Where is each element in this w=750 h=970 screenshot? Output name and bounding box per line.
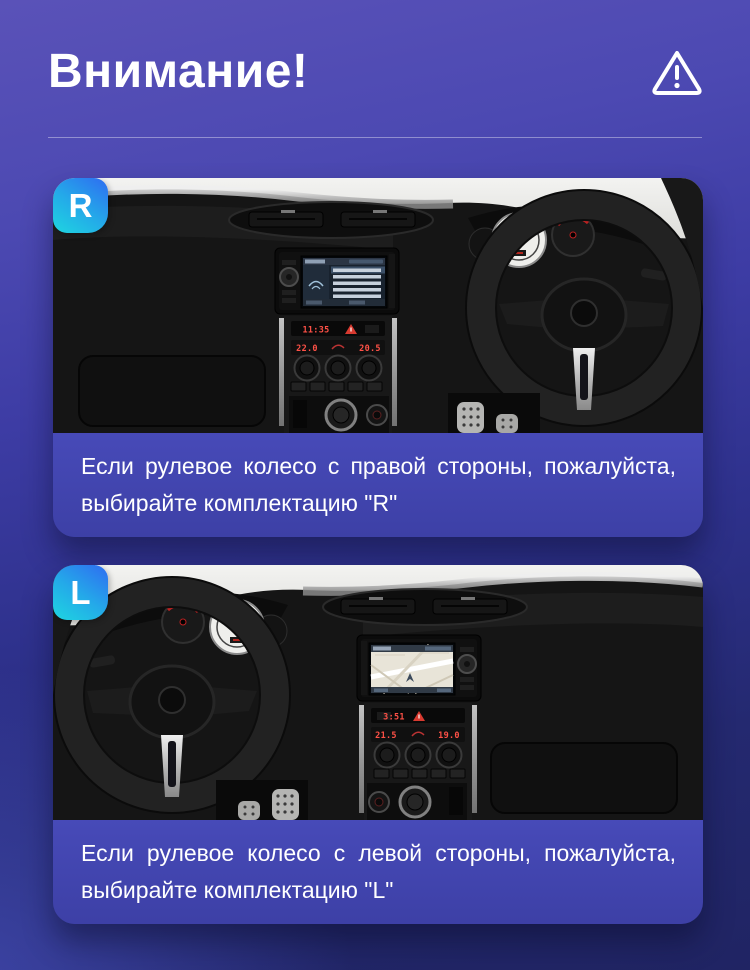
temp-right-display-r: 20.5: [359, 344, 381, 354]
temp-left-display-r: 22.0: [296, 344, 318, 354]
badge-r: R: [53, 178, 108, 233]
temp-right-display-l: 19.0: [438, 731, 460, 741]
audio-menu-screen: [303, 258, 385, 306]
caption-r: Если рулевое колесо с правой стороны, пожалуйста, выбирайте комплектацию "R": [53, 433, 703, 537]
dashboard-illustration-r: [53, 178, 703, 433]
temp-left-display-l: 21.5: [375, 731, 397, 741]
config-card-r: [53, 178, 703, 537]
photo-left-hand-drive: [53, 565, 703, 820]
header-divider: [48, 137, 702, 138]
clock-display-r: 11:35: [302, 325, 330, 336]
header: [0, 0, 750, 98]
page-title: Внимание!: [48, 45, 309, 98]
config-card-l: [53, 565, 703, 924]
warning-triangle-icon: [650, 47, 704, 97]
navigation-map-screen: [371, 645, 453, 693]
caption-l: Если рулевое колесо с левой стороны, пожалуйста, выбирайте комплектацию "L": [53, 820, 703, 924]
badge-l: L: [53, 565, 108, 620]
photo-right-hand-drive: [53, 178, 703, 433]
clock-display-l: 3:51: [383, 712, 405, 723]
dashboard-illustration-l: [53, 565, 703, 820]
